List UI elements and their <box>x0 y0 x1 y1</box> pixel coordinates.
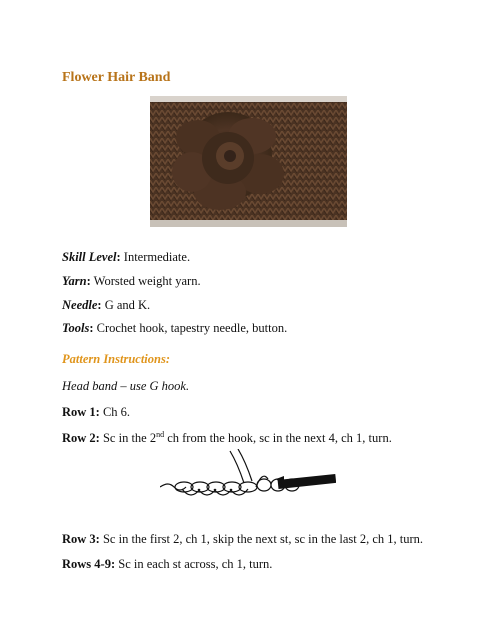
yarn-line: Yarn: Worsted weight yarn. <box>62 274 201 288</box>
row-2-sup: nd <box>156 429 165 439</box>
stitch-diagram <box>160 449 336 513</box>
yarn-value: Worsted weight yarn. <box>93 274 201 288</box>
row-2 <box>62 431 392 446</box>
row-1-label: Row 1: <box>62 405 100 419</box>
tools-value: Crochet hook, tapestry needle, button. <box>96 321 288 335</box>
rows-4-9 <box>62 557 272 572</box>
row-3 <box>62 532 423 547</box>
rows-4-9-label: Rows 4-9: <box>62 557 116 571</box>
row-2-text-a: Sc in the 2 <box>102 431 157 445</box>
yarn-label: Yarn <box>62 274 87 288</box>
page-title: Flower Hair Band <box>62 70 171 85</box>
row-3-label: Row 3: <box>62 532 100 546</box>
headband-photo <box>150 96 347 227</box>
row-2-text-b: ch from the hook, sc in the next 4, ch 1, turn. <box>167 431 392 445</box>
skill-level-line: Skill Level: Intermediate. <box>62 250 191 264</box>
subheading: Head band – use G hook. <box>62 379 190 393</box>
rows-4-9-text: Sc in each st across, ch 1, turn. <box>118 557 273 571</box>
tools-label: Tools <box>62 321 90 335</box>
row-2-label: Row 2: <box>62 431 100 445</box>
needle-line: Needle: G and K. <box>62 298 151 312</box>
needle-label: Needle <box>62 298 98 312</box>
section-heading: Pattern Instructions: <box>62 352 171 366</box>
row-1-text: Ch 6. <box>102 405 131 419</box>
needle-value: G and K. <box>104 298 151 312</box>
row-3-text: Sc in the first 2, ch 1, skip the next st, sc in the last 2, ch 1, turn. <box>102 532 424 546</box>
row-1 <box>62 405 130 420</box>
skill-level-value: Intermediate. <box>123 250 191 264</box>
skill-level-label: Skill Level <box>62 250 117 264</box>
tools-line: Tools: Crochet hook, tapestry needle, button. <box>62 321 288 335</box>
